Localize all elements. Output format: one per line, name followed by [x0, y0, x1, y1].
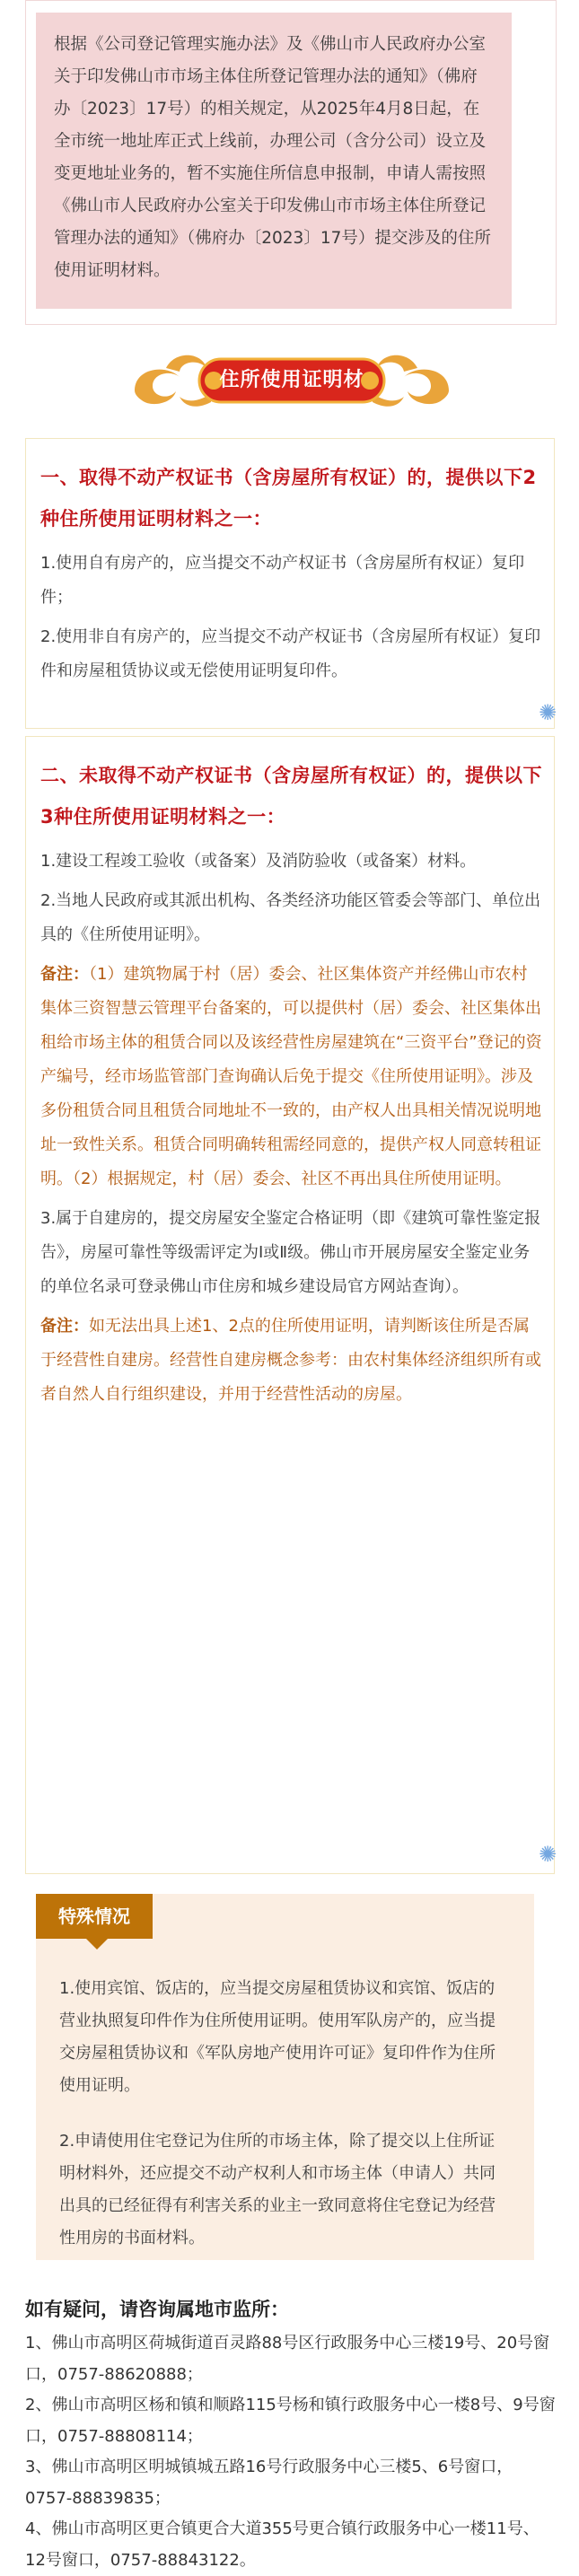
flower-icon: ✺ — [538, 700, 557, 725]
note-label: 备注： — [40, 965, 89, 984]
note-block — [40, 958, 543, 1196]
flower-icon: ✺ — [538, 1842, 557, 1867]
list-item: 3.属于自建房的，提交房屋安全鉴定合格证明（即《建筑可靠性鉴定报告》，房屋可靠性等级需评定为Ⅰ或Ⅱ级。佛山市开展房屋安全鉴定业务的单位名录可登录佛山市住房和城乡建设局官方网站查询）。 — [40, 1209, 541, 1296]
section-with-certificate — [25, 438, 555, 729]
intro-text: 根据《公司登记管理实施办法》及《佛山市人民政府办公室关于印发佛山市市场主体住所登记管理办法的通知》（佛府办〔2023〕17号）的相关规定，从2025年4月8日起，在全市统一地址库正式上线前，办理公司（含分公司）设立及变更地址业务的，暂不实施住所信息申报制，申请人需按照《佛山市人民政府办公室关于印发佛山市市场主体住所登记管理办法的通知》（佛府办〔2023〕17号）提交涉及的住所使用证明材料。 — [36, 13, 512, 309]
section1-heading: 一、取得不动产权证书（含房屋所有权证）的，提供以下2种住所使用证明材料之一： — [40, 467, 537, 530]
section-without-certificate — [25, 736, 555, 1874]
special-situations-tab: 特殊情况 — [36, 1894, 153, 1939]
contact-list — [25, 2328, 557, 2576]
contact-item: 3、佛山市高明区明城镇城五路16号行政服务中心三楼5、6号窗口，0757-88839835； — [25, 2458, 513, 2508]
contact-heading: 如有疑问，请咨询属地市监所： — [25, 2299, 289, 2320]
contact-item: 4、佛山市高明区更合镇更合大道355号更合镇行政服务中心一楼11号、12号窗口，0757-88843122。 — [25, 2519, 540, 2570]
section2-heading: 二、未取得不动产权证书（含房屋所有权证）的，提供以下3种住所使用证明材料之一： — [40, 765, 542, 828]
list-item: 1.建设工程竣工验收（或备案）及消防验收（或备案）材料。 — [40, 852, 477, 871]
section-banner — [126, 341, 458, 431]
contact-item: 1、佛山市高明区荷城街道百灵路88号区行政服务中心三楼19号、20号窗口，0757-88620888； — [25, 2334, 550, 2384]
list-item: 1.使用自有房产的，应当提交不动产权证书（含房屋所有权证）复印件； — [40, 554, 525, 607]
contact-item: 2、佛山市高明区杨和镇和顺路115号杨和镇行政服务中心一楼8号、9号窗口，0757-88808114； — [25, 2396, 556, 2446]
note-label: 备注： — [40, 1317, 89, 1336]
note-text: 如无法出具上述1、2点的住所使用证明，请判断该住所是否属于经营性自建房。经营性自建房概念参考：由农村集体经济组织所有或者自然人自行组织建设，并用于经营性活动的房屋。 — [40, 1317, 541, 1404]
note-block — [40, 1310, 543, 1412]
list-item: 2.当地人民政府或其派出机构、各类经济功能区管委会等部门、单位出具的《住所使用证明》。 — [40, 891, 541, 944]
list-item: 2.使用非自有房产的，应当提交不动产权证书（含房屋所有权证）复印件和房屋租赁协议或无偿使用证明复印件。 — [40, 627, 541, 680]
list-item: 1.使用宾馆、饭店的，应当提交房屋租赁协议和宾馆、饭店的营业执照复印件作为住所使用证明。使用军队房产的，应当提交房屋租赁协议和《军队房地产使用许可证》复印件作为住所使用证明。 — [59, 1979, 496, 2095]
special-situations-box — [36, 1894, 534, 2260]
banner-title: 住所使用证明材料： — [219, 369, 364, 431]
list-item: 2.申请使用住宅登记为住所的市场主体，除了提交以上住所证明材料外，还应提交不动产权利人和市场主体（申请人）共同出具的已经征得有利害关系的业主一致同意将住宅登记为经营性用房的书面材料。 — [59, 2132, 496, 2247]
note-text: （1）建筑物属于村（居）委会、社区集体资产并经佛山市农村集体三资智慧云管理平台备案的，可以提供村（居）委会、社区集体出租给市场主体的租赁合同以及该经营性房屋建筑在“三资平台”登记的资产编号，经市场监管部门查询确认后免于提交《住所使用证明》。涉及多份租赁合同且租赁合同地址不一致的，由产权人出具相关情况说明地址一致性关系。租赁合同明确转租需经同意的，提供产权人同意转租证明。（2）根据规定，村（居）委会、社区不再出具住所使用证明。 — [40, 965, 542, 1188]
